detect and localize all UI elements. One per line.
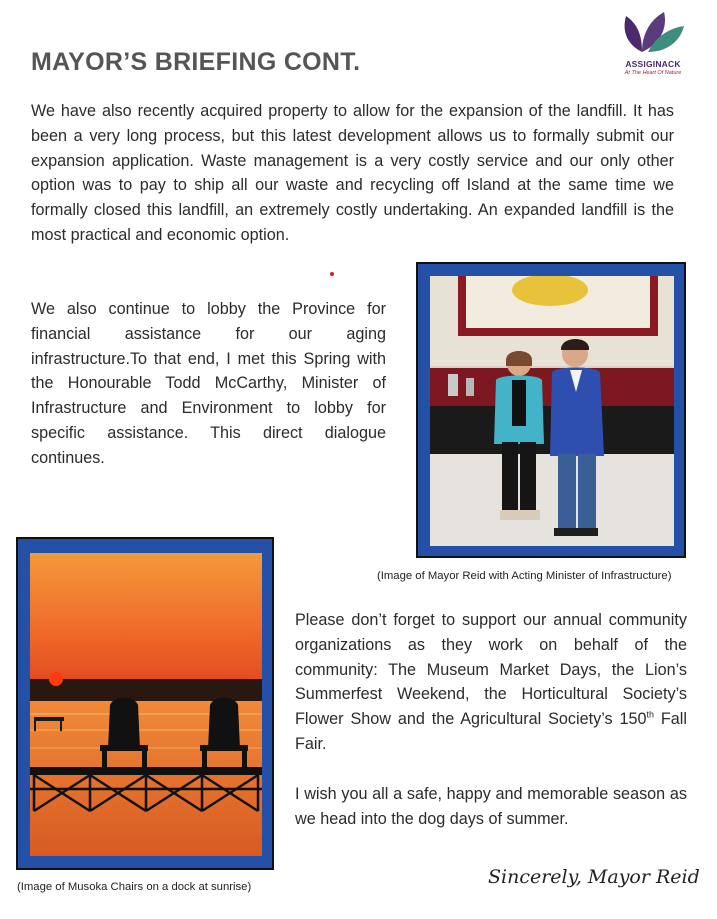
- community-text-tail: Fall Fair.: [295, 710, 687, 753]
- photo2-caption: (Image of Musoka Chairs on a dock at sunrise): [17, 881, 252, 893]
- mayor-minister-photo: [430, 276, 674, 546]
- paragraph-community-organizations: [295, 608, 687, 757]
- paragraph-closing-wish: I wish you all a safe, happy and memorable season as we head into the dog days of summer.: [295, 785, 687, 828]
- ordinal-suffix: th: [646, 709, 655, 720]
- logo-brand-text: ASSIGINACK: [625, 59, 681, 69]
- leaf-logo-icon: [612, 6, 694, 58]
- photo-muskoka-chairs: [16, 537, 274, 870]
- paragraph-landfill: We have also recently acquired property to allow for the expansion of the landfill. It has been a very long process, but this latest development allows us to formally submit our expansion application. Waste management is a very costly service and our only other option was to pay to ship all our waste and recycling off Island at the same time we formally closed this landfill, an extremely costly undertaking. An expanded landfill is the most practical and economic option.: [31, 102, 674, 244]
- red-dot-mark: [330, 272, 334, 276]
- signature: Sincerely, Mayor Reid: [488, 866, 700, 888]
- sunrise-dock-photo: [30, 553, 262, 856]
- photo-mayor-and-minister: [416, 262, 686, 558]
- town-logo: [612, 6, 694, 80]
- photo1-caption: (Image of Mayor Reid with Acting Minister of Infrastructure): [377, 570, 672, 582]
- logo-tagline: At The Heart Of Nature: [624, 70, 682, 76]
- paragraph-infrastructure: We also continue to lobby the Province for financial assistance for our aging infrastructure.To that end, I met this Spring with the Honourable Todd McCarthy, Minister of Infrastructure and Environment to lobby for specific assistance. This direct dialogue continues.: [31, 300, 386, 467]
- page-title: MAYOR’S BRIEFING CONT.: [31, 48, 361, 76]
- community-text: Please don’t forget to support our annual community organizations as they work on behalf of the community: The Museum Market Days, the Lion’s Summerfest Weekend, the Horticultural Society’s Flower Show and the Agricultural Society’s 150: [295, 611, 687, 729]
